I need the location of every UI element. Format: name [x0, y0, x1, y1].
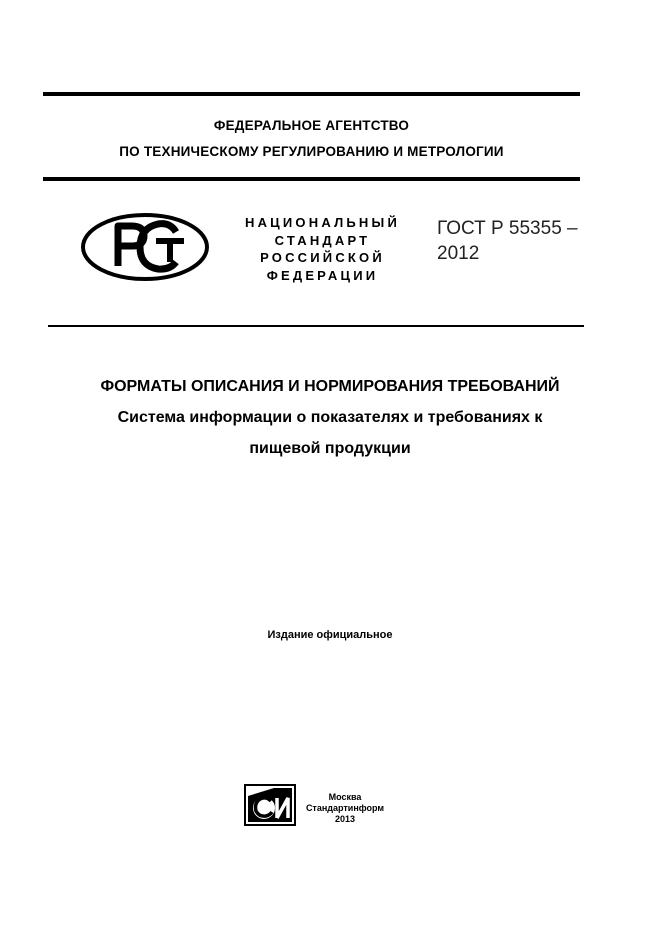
agency-name-line-1: ФЕДЕРАЛЬНОЕ АГЕНТСТВО	[213, 118, 410, 133]
edition-label: Издание официальное	[267, 629, 393, 641]
rst-emblem-icon	[80, 212, 210, 282]
standard-type-line-4: ФЕДЕРАЦИИ	[266, 267, 379, 283]
agency-name-line-2: ПО ТЕХНИЧЕСКОМУ РЕГУЛИРОВАНИЮ И МЕТРОЛОГИИ	[119, 144, 504, 159]
publisher-name: Стандартинформ	[305, 803, 385, 813]
middle-rule	[43, 177, 580, 181]
top-rule	[43, 92, 580, 96]
publisher-year: 2013	[334, 814, 356, 824]
standard-type-line-1: НАЦИОНАЛЬНЫЙ	[245, 215, 400, 230]
designation-line-1: ГОСТ Р 55355 –	[437, 218, 578, 239]
document-subtitle-line-2: пищевой продукции	[249, 440, 411, 457]
document-subtitle-line-1: Система информации о показателях и требованиях к	[117, 409, 543, 426]
standard-type-line-3: РОССИЙСКОЙ	[260, 250, 385, 265]
publisher-block	[300, 792, 390, 825]
publisher-city: Москва	[328, 792, 362, 802]
standard-type-line-2: СТАНДАРТ	[274, 232, 371, 248]
designation-line-2: 2012	[437, 243, 480, 264]
thin-rule	[48, 325, 584, 327]
standard-type-block	[240, 214, 405, 284]
document-title: ФОРМАТЫ ОПИСАНИЯ И НОРМИРОВАНИЯ ТРЕБОВАНИЙ	[100, 378, 560, 395]
standartinform-logo-icon	[244, 784, 296, 826]
standard-designation	[437, 216, 637, 266]
